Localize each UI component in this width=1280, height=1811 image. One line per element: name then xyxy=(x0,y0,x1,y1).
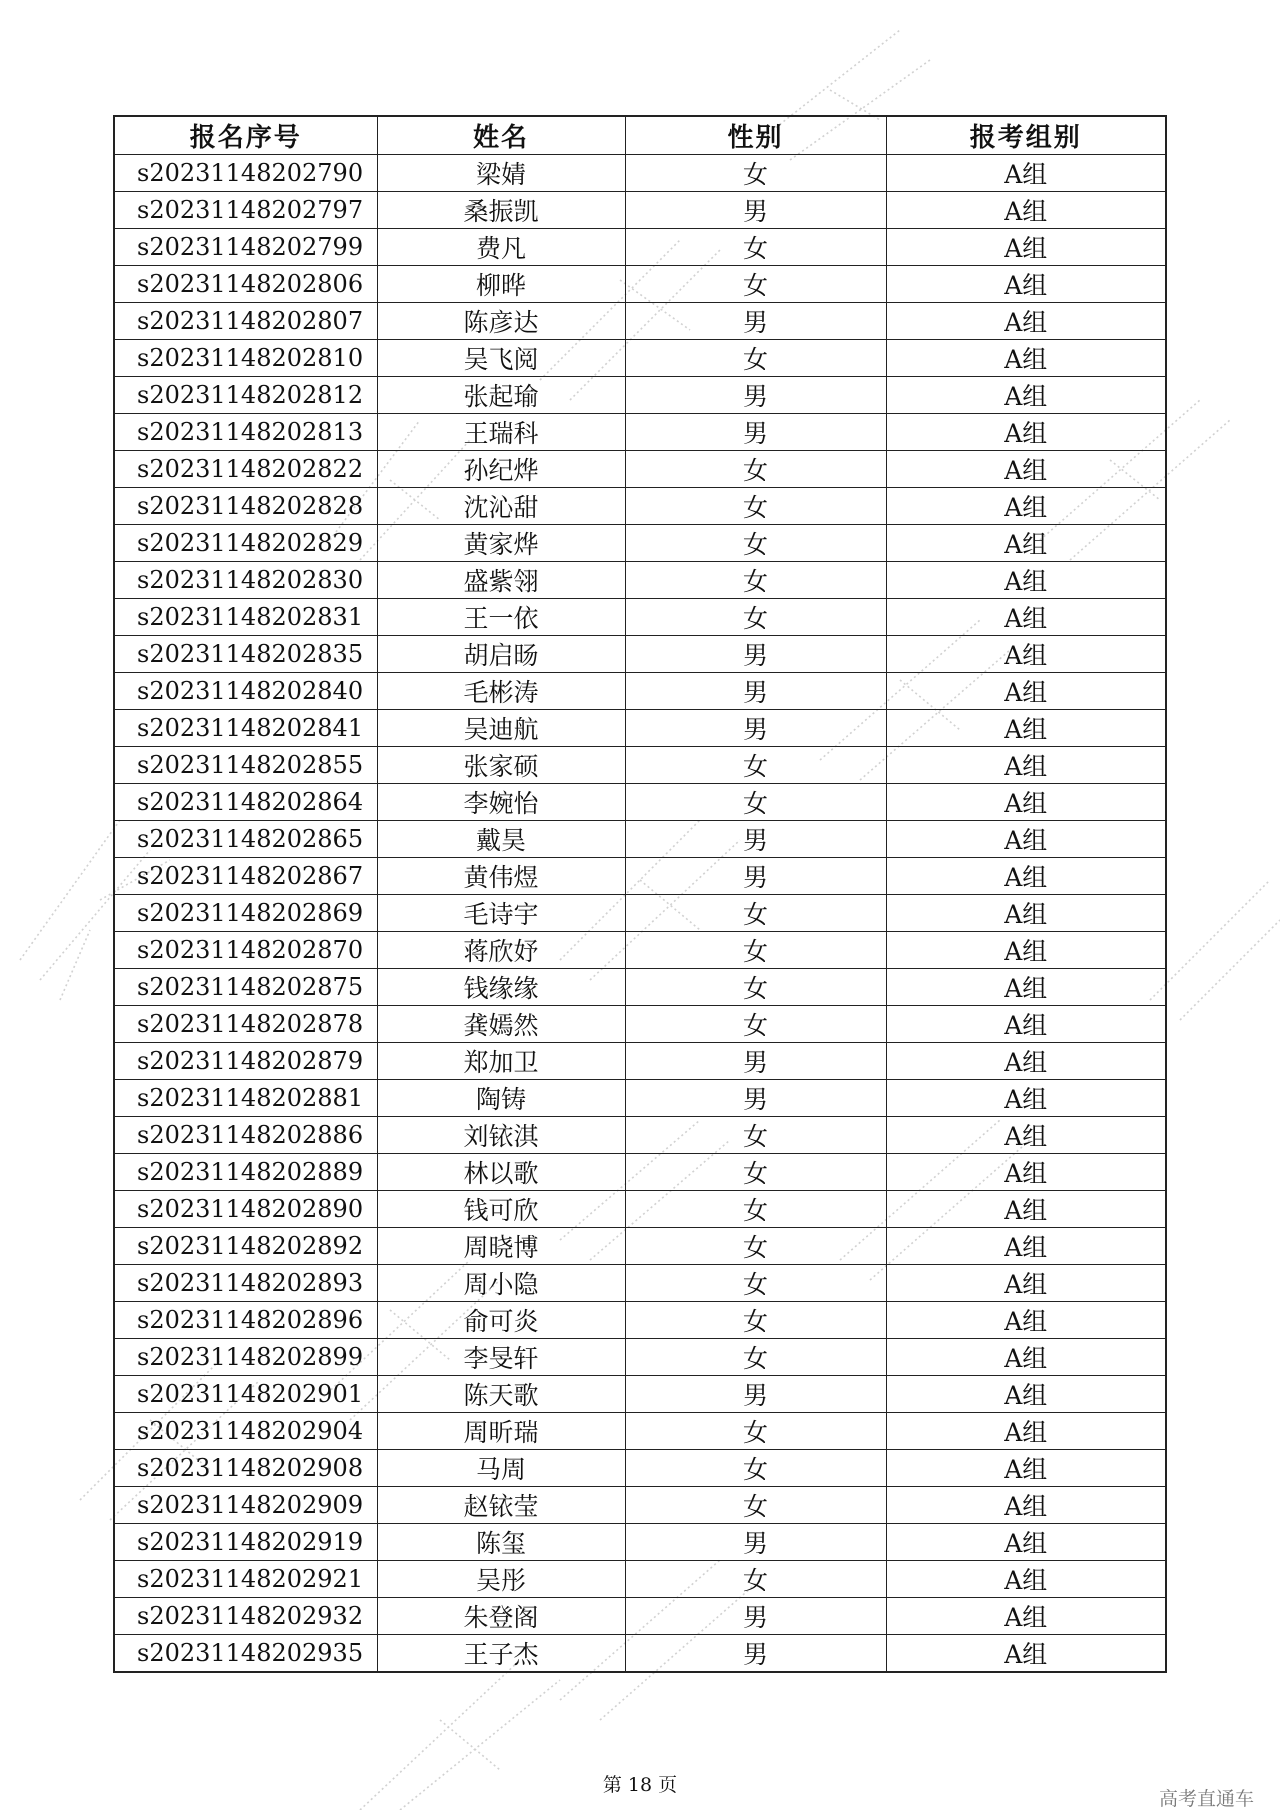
roster-table xyxy=(113,115,1167,1673)
gender-cell: 女 xyxy=(625,155,886,192)
name-cell: 孙纪烨 xyxy=(377,451,625,488)
name-cell: 吴彤 xyxy=(377,1561,625,1598)
gender-cell: 女 xyxy=(625,1413,886,1450)
registration-number-cell: s20231148202886 xyxy=(114,1117,377,1154)
registration-number-cell: s20231148202878 xyxy=(114,1006,377,1043)
exam-group-cell: A组 xyxy=(886,562,1166,599)
registration-number-cell: s20231148202896 xyxy=(114,1302,377,1339)
exam-group-cell: A组 xyxy=(886,1635,1166,1673)
name-cell: 胡启旸 xyxy=(377,636,625,673)
name-cell: 毛诗宇 xyxy=(377,895,625,932)
registration-number-cell: s20231148202919 xyxy=(114,1524,377,1561)
gender-cell: 男 xyxy=(625,1524,886,1561)
registration-number-cell: s20231148202790 xyxy=(114,155,377,192)
table-row xyxy=(114,340,1166,377)
gender-cell: 女 xyxy=(625,525,886,562)
exam-group-cell: A组 xyxy=(886,1154,1166,1191)
table-row xyxy=(114,1524,1166,1561)
page-number-value: 18 xyxy=(627,1774,653,1796)
gender-cell: 女 xyxy=(625,562,886,599)
name-cell: 陈玺 xyxy=(377,1524,625,1561)
gender-cell: 女 xyxy=(625,1228,886,1265)
name-cell: 周晓博 xyxy=(377,1228,625,1265)
name-cell: 朱登阁 xyxy=(377,1598,625,1635)
exam-group-cell: A组 xyxy=(886,858,1166,895)
registration-number-cell: s20231148202869 xyxy=(114,895,377,932)
exam-group-cell: A组 xyxy=(886,1043,1166,1080)
gender-cell: 女 xyxy=(625,1191,886,1228)
table-row xyxy=(114,710,1166,747)
registration-number-cell: s20231148202890 xyxy=(114,1191,377,1228)
name-cell: 王子杰 xyxy=(377,1635,625,1673)
gender-cell: 女 xyxy=(625,229,886,266)
exam-group-cell: A组 xyxy=(886,1302,1166,1339)
gender-cell: 男 xyxy=(625,1635,886,1673)
table-row xyxy=(114,1339,1166,1376)
name-cell: 费凡 xyxy=(377,229,625,266)
gender-cell: 女 xyxy=(625,1006,886,1043)
exam-group-cell: A组 xyxy=(886,1598,1166,1635)
name-cell: 钱可欣 xyxy=(377,1191,625,1228)
name-cell: 沈沁甜 xyxy=(377,488,625,525)
exam-group-cell: A组 xyxy=(886,821,1166,858)
table-row xyxy=(114,895,1166,932)
exam-group-cell: A组 xyxy=(886,1006,1166,1043)
table-row xyxy=(114,969,1166,1006)
table-row xyxy=(114,229,1166,266)
registration-number-cell: s20231148202935 xyxy=(114,1635,377,1673)
name-cell: 赵铱莹 xyxy=(377,1487,625,1524)
table-row xyxy=(114,525,1166,562)
table-row xyxy=(114,599,1166,636)
exam-group-cell: A组 xyxy=(886,969,1166,1006)
exam-group-cell: A组 xyxy=(886,1450,1166,1487)
registration-number-cell: s20231148202806 xyxy=(114,266,377,303)
gender-cell: 女 xyxy=(625,895,886,932)
registration-number-cell: s20231148202865 xyxy=(114,821,377,858)
gender-cell: 男 xyxy=(625,303,886,340)
gender-cell: 女 xyxy=(625,1117,886,1154)
gender-cell: 女 xyxy=(625,969,886,1006)
registration-number-cell: s20231148202807 xyxy=(114,303,377,340)
gender-cell: 女 xyxy=(625,340,886,377)
name-cell: 吴飞阅 xyxy=(377,340,625,377)
registration-number-cell: s20231148202799 xyxy=(114,229,377,266)
header-name: 姓名 xyxy=(377,116,625,155)
exam-group-cell: A组 xyxy=(886,673,1166,710)
registration-number-cell: s20231148202867 xyxy=(114,858,377,895)
table-row xyxy=(114,636,1166,673)
registration-number-cell: s20231148202909 xyxy=(114,1487,377,1524)
table-body xyxy=(114,155,1166,1673)
registration-number-cell: s20231148202893 xyxy=(114,1265,377,1302)
exam-group-cell: A组 xyxy=(886,1265,1166,1302)
table-row xyxy=(114,673,1166,710)
gender-cell: 女 xyxy=(625,599,886,636)
name-cell: 龚嫣然 xyxy=(377,1006,625,1043)
registration-number-cell: s20231148202892 xyxy=(114,1228,377,1265)
exam-group-cell: A组 xyxy=(886,599,1166,636)
name-cell: 戴昊 xyxy=(377,821,625,858)
exam-group-cell: A组 xyxy=(886,784,1166,821)
registration-number-cell: s20231148202812 xyxy=(114,377,377,414)
name-cell: 蒋欣妤 xyxy=(377,932,625,969)
exam-group-cell: A组 xyxy=(886,192,1166,229)
table-row xyxy=(114,858,1166,895)
registration-number-cell: s20231148202901 xyxy=(114,1376,377,1413)
table-row xyxy=(114,303,1166,340)
name-cell: 毛彬涛 xyxy=(377,673,625,710)
registration-number-cell: s20231148202828 xyxy=(114,488,377,525)
table-row xyxy=(114,1635,1166,1673)
table-row xyxy=(114,1487,1166,1524)
page-number-prefix: 第 xyxy=(602,1774,622,1796)
table-row xyxy=(114,192,1166,229)
page-number-suffix: 页 xyxy=(658,1774,678,1796)
name-cell: 张家硕 xyxy=(377,747,625,784)
gender-cell: 女 xyxy=(625,1450,886,1487)
exam-group-cell: A组 xyxy=(886,1487,1166,1524)
registration-number-cell: s20231148202908 xyxy=(114,1450,377,1487)
name-cell: 王一依 xyxy=(377,599,625,636)
name-cell: 盛紫翎 xyxy=(377,562,625,599)
exam-group-cell: A组 xyxy=(886,1117,1166,1154)
gender-cell: 男 xyxy=(625,636,886,673)
gender-cell: 男 xyxy=(625,821,886,858)
registration-number-cell: s20231148202840 xyxy=(114,673,377,710)
gender-cell: 女 xyxy=(625,1265,886,1302)
gender-cell: 男 xyxy=(625,1598,886,1635)
name-cell: 陈彦达 xyxy=(377,303,625,340)
name-cell: 周昕瑞 xyxy=(377,1413,625,1450)
gender-cell: 女 xyxy=(625,1561,886,1598)
exam-group-cell: A组 xyxy=(886,340,1166,377)
registration-number-cell: s20231148202864 xyxy=(114,784,377,821)
name-cell: 周小隐 xyxy=(377,1265,625,1302)
name-cell: 吴迪航 xyxy=(377,710,625,747)
table-row xyxy=(114,377,1166,414)
registration-number-cell: s20231148202831 xyxy=(114,599,377,636)
exam-group-cell: A组 xyxy=(886,1228,1166,1265)
table-row xyxy=(114,1154,1166,1191)
exam-group-cell: A组 xyxy=(886,1524,1166,1561)
table-row xyxy=(114,1228,1166,1265)
name-cell: 王瑞科 xyxy=(377,414,625,451)
gender-cell: 男 xyxy=(625,1080,886,1117)
table-row xyxy=(114,266,1166,303)
exam-group-cell: A组 xyxy=(886,932,1166,969)
page-number xyxy=(0,1770,1280,1797)
table-row xyxy=(114,1450,1166,1487)
name-cell: 林以歌 xyxy=(377,1154,625,1191)
gender-cell: 女 xyxy=(625,1487,886,1524)
table-row xyxy=(114,1598,1166,1635)
table-row xyxy=(114,562,1166,599)
exam-group-cell: A组 xyxy=(886,1191,1166,1228)
table-row xyxy=(114,1561,1166,1598)
header-registration-number: 报名序号 xyxy=(114,116,377,155)
registration-number-cell: s20231148202899 xyxy=(114,1339,377,1376)
registration-number-cell: s20231148202797 xyxy=(114,192,377,229)
table-row xyxy=(114,1413,1166,1450)
gender-cell: 男 xyxy=(625,858,886,895)
exam-group-cell: A组 xyxy=(886,488,1166,525)
table-row xyxy=(114,932,1166,969)
table-row xyxy=(114,1191,1166,1228)
name-cell: 马周 xyxy=(377,1450,625,1487)
registration-number-cell: s20231148202855 xyxy=(114,747,377,784)
gender-cell: 男 xyxy=(625,192,886,229)
registration-number-cell: s20231148202889 xyxy=(114,1154,377,1191)
name-cell: 俞可炎 xyxy=(377,1302,625,1339)
name-cell: 黄家烨 xyxy=(377,525,625,562)
registration-number-cell: s20231148202881 xyxy=(114,1080,377,1117)
gender-cell: 女 xyxy=(625,1302,886,1339)
gender-cell: 女 xyxy=(625,451,886,488)
gender-cell: 女 xyxy=(625,488,886,525)
registration-number-cell: s20231148202904 xyxy=(114,1413,377,1450)
gender-cell: 男 xyxy=(625,710,886,747)
gender-cell: 女 xyxy=(625,932,886,969)
exam-group-cell: A组 xyxy=(886,636,1166,673)
table-row xyxy=(114,1080,1166,1117)
table-row xyxy=(114,747,1166,784)
gender-cell: 女 xyxy=(625,747,886,784)
roster-table-container xyxy=(113,115,1165,1673)
name-cell: 刘铱淇 xyxy=(377,1117,625,1154)
gender-cell: 男 xyxy=(625,377,886,414)
header-gender: 性别 xyxy=(625,116,886,155)
name-cell: 桑振凯 xyxy=(377,192,625,229)
exam-group-cell: A组 xyxy=(886,377,1166,414)
registration-number-cell: s20231148202813 xyxy=(114,414,377,451)
registration-number-cell: s20231148202875 xyxy=(114,969,377,1006)
exam-group-cell: A组 xyxy=(886,1080,1166,1117)
table-header-row xyxy=(114,116,1166,155)
gender-cell: 女 xyxy=(625,784,886,821)
registration-number-cell: s20231148202810 xyxy=(114,340,377,377)
name-cell: 李婉怡 xyxy=(377,784,625,821)
exam-group-cell: A组 xyxy=(886,229,1166,266)
name-cell: 张起瑜 xyxy=(377,377,625,414)
exam-group-cell: A组 xyxy=(886,414,1166,451)
exam-group-cell: A组 xyxy=(886,747,1166,784)
name-cell: 陈天歌 xyxy=(377,1376,625,1413)
registration-number-cell: s20231148202835 xyxy=(114,636,377,673)
registration-number-cell: s20231148202870 xyxy=(114,932,377,969)
registration-number-cell: s20231148202830 xyxy=(114,562,377,599)
name-cell: 柳晔 xyxy=(377,266,625,303)
table-row xyxy=(114,1302,1166,1339)
corner-brand-text: 高考直通车 xyxy=(1158,1788,1254,1810)
table-row xyxy=(114,155,1166,192)
exam-group-cell: A组 xyxy=(886,1376,1166,1413)
exam-group-cell: A组 xyxy=(886,266,1166,303)
gender-cell: 男 xyxy=(625,673,886,710)
registration-number-cell: s20231148202921 xyxy=(114,1561,377,1598)
gender-cell: 女 xyxy=(625,1339,886,1376)
table-row xyxy=(114,414,1166,451)
table-row xyxy=(114,821,1166,858)
gender-cell: 男 xyxy=(625,1376,886,1413)
table-row xyxy=(114,488,1166,525)
name-cell: 李旻轩 xyxy=(377,1339,625,1376)
name-cell: 梁婧 xyxy=(377,155,625,192)
exam-group-cell: A组 xyxy=(886,1413,1166,1450)
gender-cell: 男 xyxy=(625,1043,886,1080)
exam-group-cell: A组 xyxy=(886,1561,1166,1598)
gender-cell: 女 xyxy=(625,266,886,303)
table-row xyxy=(114,1376,1166,1413)
exam-group-cell: A组 xyxy=(886,1339,1166,1376)
exam-group-cell: A组 xyxy=(886,303,1166,340)
name-cell: 钱缘缘 xyxy=(377,969,625,1006)
name-cell: 郑加卫 xyxy=(377,1043,625,1080)
table-row xyxy=(114,1265,1166,1302)
exam-group-cell: A组 xyxy=(886,155,1166,192)
registration-number-cell: s20231148202829 xyxy=(114,525,377,562)
name-cell: 黄伟煜 xyxy=(377,858,625,895)
exam-group-cell: A组 xyxy=(886,895,1166,932)
registration-number-cell: s20231148202879 xyxy=(114,1043,377,1080)
registration-number-cell: s20231148202932 xyxy=(114,1598,377,1635)
table-row xyxy=(114,784,1166,821)
gender-cell: 男 xyxy=(625,414,886,451)
table-row xyxy=(114,1117,1166,1154)
table-row xyxy=(114,1006,1166,1043)
table-row xyxy=(114,1043,1166,1080)
header-exam-group: 报考组别 xyxy=(886,116,1166,155)
table-row xyxy=(114,451,1166,488)
exam-group-cell: A组 xyxy=(886,525,1166,562)
exam-group-cell: A组 xyxy=(886,451,1166,488)
name-cell: 陶铸 xyxy=(377,1080,625,1117)
gender-cell: 女 xyxy=(625,1154,886,1191)
registration-number-cell: s20231148202822 xyxy=(114,451,377,488)
exam-group-cell: A组 xyxy=(886,710,1166,747)
registration-number-cell: s20231148202841 xyxy=(114,710,377,747)
